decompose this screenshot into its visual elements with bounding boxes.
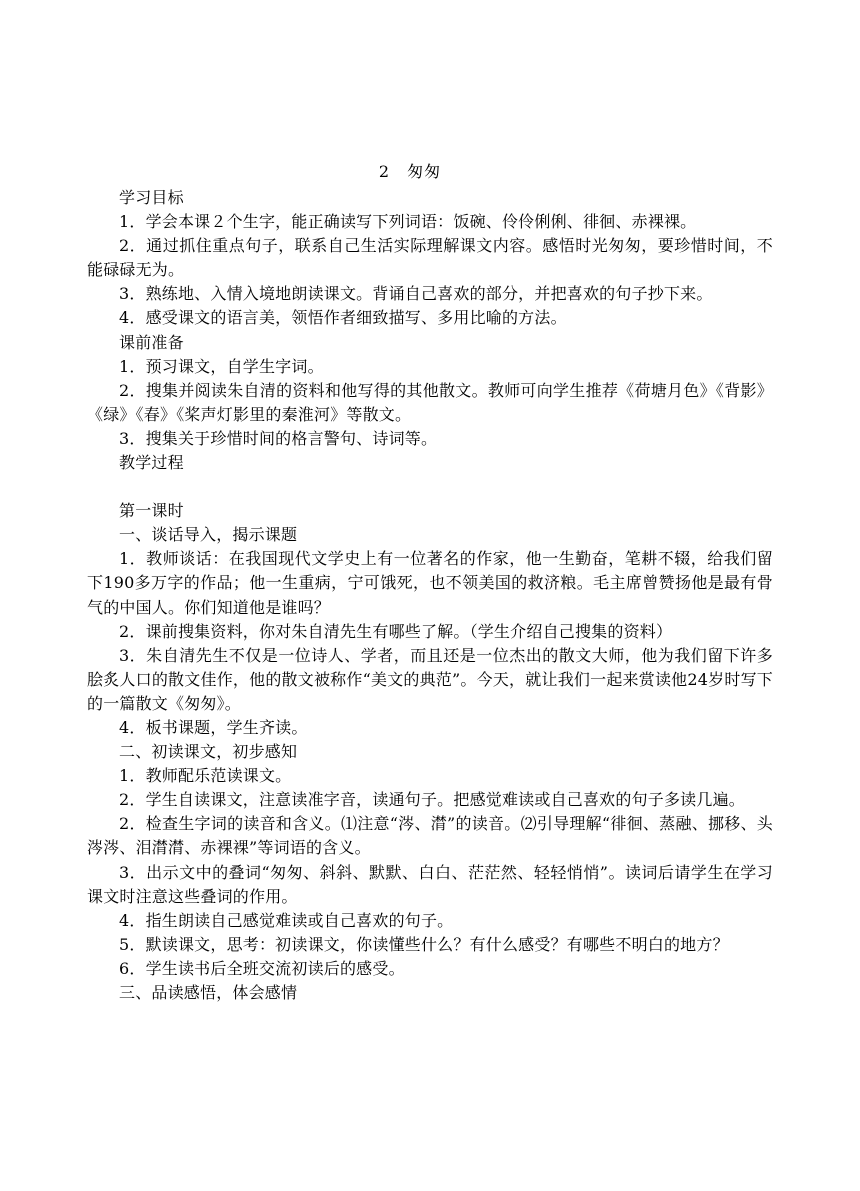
heading-learning-goals: 学习目标	[119, 188, 184, 207]
section-heading: 二、初读课文，初步感知	[119, 742, 298, 762]
paragraph: 3．朱自清先生不仅是一位诗人、学者，而且还是一位杰出的散文大师，他为我们留下许多脍炙人口的散文佳作，他的散文被称作“美文的典范”。今天，就让我们一起来赏读他24岁时写下的一篇散文《匆匆》。	[87, 645, 773, 713]
paragraph: 2．课前搜集资料，你对朱自清先生有哪些了解。（学生介绍自己搜集的资料）	[119, 621, 673, 641]
paragraph: 2．检查生字词的读音和含义。⑴注意“涔、潸”的读音。⑵引导理解“徘徊、蒸融、挪移、头涔涔、泪潸潸、赤裸裸”等词语的含义。	[87, 814, 773, 858]
heading-preparation: 课前准备	[119, 332, 184, 352]
paragraph: 2．学生自读课文，注意读准字音，读通句子。把感觉难读或自己喜欢的句子多读几遍。	[119, 790, 745, 810]
paragraph: 4．感受课文的语言美，领悟作者细致描写、多用比喻的方法。	[119, 308, 567, 328]
paragraph: 6．学生读书后全班交流初读后的感受。	[119, 958, 405, 978]
paragraph: 5．默读课文，思考：初读课文，你读懂些什么？有什么感受？有哪些不明白的地方？	[119, 934, 729, 954]
paragraph: 3．熟练地、入情入境地朗读课文。背诵自己喜欢的部分，并把喜欢的句子抄下来。	[119, 284, 713, 304]
paragraph: 2．通过抓住重点句子，联系自己生活实际理解课文内容。感悟时光匆匆，要珍惜时间，不能碌碌无为。	[87, 236, 773, 280]
paragraph: 2．搜集并阅读朱自清的资料和他写得的其他散文。教师可向学生推荐《荷塘月色》《背影》《绿》《春》《桨声灯影里的秦淮河》等散文。	[87, 380, 773, 424]
paragraph: 3．搜集关于珍惜时间的格言警句、诗词等。	[119, 428, 438, 448]
paragraph: 1．学会本课２个生字，能正确读写下列词语：饭碗、伶伶俐俐、徘徊、赤裸裸。	[119, 212, 697, 232]
document-body	[87, 186, 773, 1005]
heading-teaching-process: 教学过程	[119, 453, 184, 473]
paragraph: 1．预习课文，自学生字词。	[119, 356, 324, 376]
paragraph: 1．教师谈话：在我国现代文学史上有一位著名的作家，他一生勤奋，笔耕不辍，给我们留下190多万字的作品；他一生重病，宁可饿死，也不领美国的救济粮。毛主席曾赞扬他是最有骨气的中国人。你们知道他是谁吗？	[87, 549, 773, 617]
section-heading: 三、品读感悟，体会感情	[119, 983, 298, 1002]
paragraph: 4．指生朗读自己感觉难读或自己喜欢的句子。	[119, 910, 454, 930]
lesson-title: 2 匆匆	[378, 162, 442, 181]
section-heading: 一、谈话导入，揭示课题	[119, 525, 298, 545]
paragraph: 1．教师配乐范读课文。	[119, 766, 292, 786]
paragraph: 3．出示文中的叠词“匆匆、斜斜、默默、白白、茫茫然、轻轻悄悄”。读词后请学生在学习课文时注意这些叠词的作用。	[87, 862, 773, 906]
paragraph: 4．板书课题，学生齐读。	[119, 717, 308, 737]
heading-first-lesson: 第一课时	[119, 501, 184, 521]
